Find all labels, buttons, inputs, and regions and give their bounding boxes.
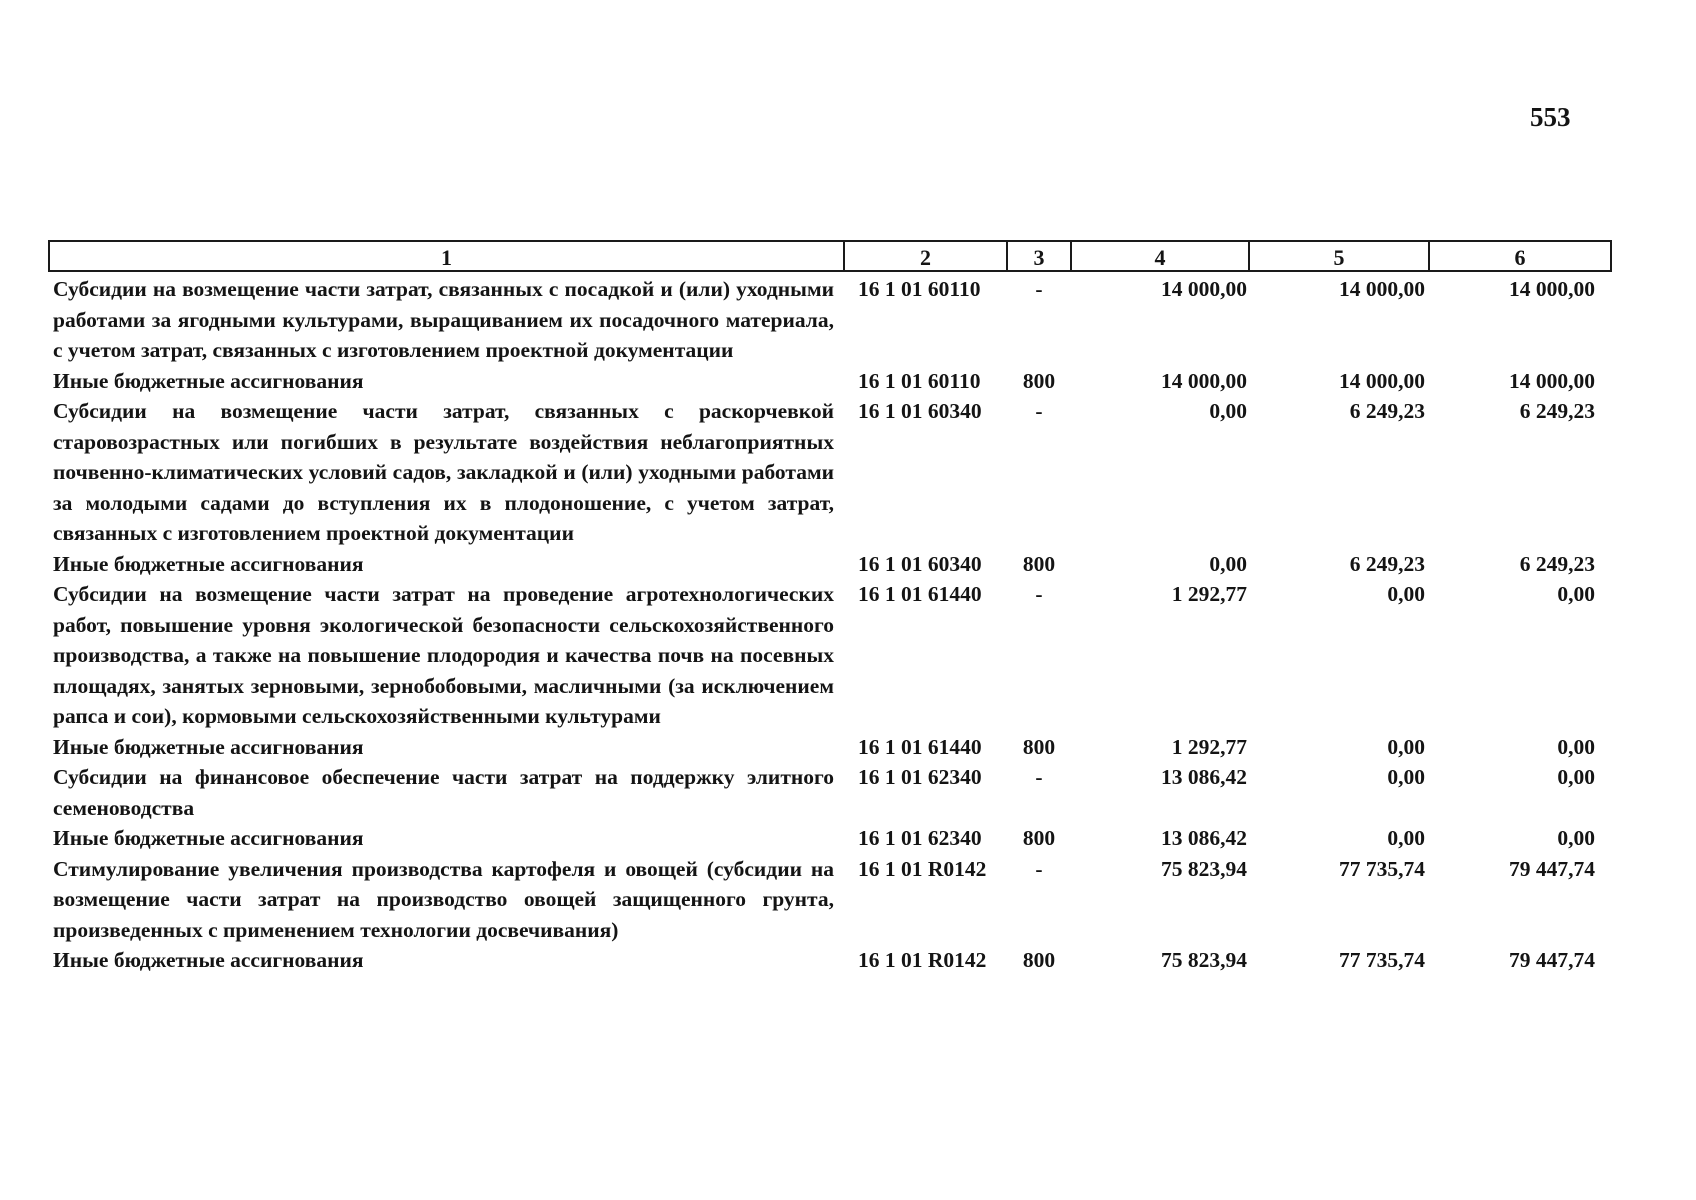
row-code: 16 1 01 60340 (858, 399, 982, 423)
row-description: Иные бюджетные ассигнования (53, 551, 364, 576)
table-row (49, 823, 1611, 854)
header-col-2: 2 (844, 241, 1007, 271)
row-description: Субсидии на возмещение части затрат на проведение агротехнологических работ, повышение уровня экологической безопасности сельскохозяйственного производства, а также на повышение плодородия и качества почв на посевных площадях, занятых зерновыми, зернобобовыми, масличными (за исключением рапса и сои), кормовыми сельскохозяйственными культурами (53, 582, 834, 728)
row-value-col4: 75 823,94 (1161, 948, 1247, 972)
row-value-col4: 13 086,42 (1161, 826, 1247, 850)
row-code: 16 1 01 61440 (858, 734, 982, 759)
row-value-col6: 0,00 (1557, 826, 1595, 850)
table-header (49, 241, 1611, 271)
row-value-col4: 75 823,94 (1161, 856, 1247, 881)
table-row (49, 732, 1611, 763)
row-value-col6: 0,00 (1557, 582, 1595, 606)
table-row (49, 854, 1611, 946)
table-row (49, 271, 1611, 366)
row-description: Иные бюджетные ассигнования (53, 826, 364, 850)
row-expense-type: - (1035, 277, 1043, 301)
row-expense-type: 800 (1022, 734, 1056, 759)
row-code: 16 1 01 60340 (858, 551, 982, 576)
row-value-col5: 0,00 (1387, 765, 1425, 789)
row-value-col6: 79 447,74 (1509, 856, 1595, 881)
row-value-col5: 6 249,23 (1349, 399, 1425, 423)
row-value-col4: 0,00 (1209, 399, 1247, 423)
row-code: 16 1 01 60110 (858, 368, 981, 393)
row-value-col4: 1 292,77 (1171, 582, 1247, 606)
row-value-col6: 0,00 (1557, 765, 1595, 789)
header-col-4: 4 (1071, 241, 1249, 271)
row-expense-type: 800 (1022, 826, 1056, 850)
row-description: Иные бюджетные ассигнования (53, 734, 364, 759)
row-code: 16 1 01 62340 (858, 765, 982, 789)
table-row (49, 945, 1611, 976)
row-code: 16 1 01 R0142 (858, 856, 987, 881)
row-expense-type: 800 (1022, 551, 1056, 576)
row-value-col6: 14 000,00 (1509, 368, 1595, 393)
row-value-col5: 0,00 (1387, 734, 1425, 759)
row-value-col6: 0,00 (1557, 734, 1595, 759)
header-row (49, 241, 1611, 271)
row-code: 16 1 01 R0142 (858, 948, 987, 972)
row-value-col4: 14 000,00 (1161, 368, 1247, 393)
table-row (49, 396, 1611, 549)
row-value-col6: 6 249,23 (1519, 399, 1595, 423)
row-value-col5: 14 000,00 (1339, 277, 1425, 301)
row-value-col5: 77 735,74 (1339, 856, 1425, 881)
header-col-3: 3 (1007, 241, 1071, 271)
row-value-col4: 1 292,77 (1171, 734, 1247, 759)
row-value-col5: 14 000,00 (1339, 368, 1425, 393)
table-row (49, 549, 1611, 580)
row-description: Субсидии на возмещение части затрат, связанных с раскорчевкой старовозрастных или погибших в результате воздействия неблагоприятных почвенно-климатических условий садов, закладкой и (или) уходными работами за молодыми садами до вступления их в плодоношение, с учетом затрат, связанных с изготовлением проектной документации (53, 399, 834, 545)
row-value-col4: 0,00 (1209, 551, 1247, 576)
row-code: 16 1 01 62340 (858, 826, 982, 850)
table-row (49, 366, 1611, 397)
row-description: Иные бюджетные ассигнования (53, 368, 364, 393)
header-col-6: 6 (1429, 241, 1611, 271)
table-row (49, 762, 1611, 823)
row-code: 16 1 01 61440 (858, 582, 982, 606)
row-expense-type: - (1035, 856, 1043, 881)
row-value-col4: 13 086,42 (1161, 765, 1247, 789)
row-expense-type: - (1035, 399, 1043, 423)
row-expense-type: - (1035, 765, 1043, 789)
row-expense-type: - (1035, 582, 1043, 606)
row-description: Субсидии на финансовое обеспечение части затрат на поддержку элитного семеноводства (53, 765, 834, 820)
row-expense-type: 800 (1022, 948, 1056, 972)
row-value-col4: 14 000,00 (1161, 277, 1247, 301)
budget-table (48, 240, 1612, 976)
row-value-col5: 0,00 (1387, 582, 1425, 606)
row-description: Иные бюджетные ассигнования (53, 948, 364, 972)
row-code: 16 1 01 60110 (858, 277, 981, 301)
table-body (49, 271, 1611, 976)
row-value-col5: 6 249,23 (1349, 551, 1425, 576)
row-value-col6: 6 249,23 (1519, 551, 1595, 576)
row-description: Субсидии на возмещение части затрат, связанных с посадкой и (или) уходными работами за ягодными культурами, выращиванием их посадочного материала, с учетом затрат, связанных с изготовлением проектной документации (53, 277, 834, 362)
row-expense-type: 800 (1022, 368, 1056, 393)
header-col-1: 1 (49, 241, 844, 271)
row-description: Стимулирование увеличения производства картофеля и овощей (субсидии на возмещение части затрат на производство овощей защищенного грунта, произведенных с применением технологии досвечивания) (53, 856, 834, 942)
row-value-col6: 14 000,00 (1509, 277, 1595, 301)
page-number: 553 (1530, 102, 1571, 132)
row-value-col5: 77 735,74 (1339, 948, 1425, 972)
header-col-5: 5 (1249, 241, 1429, 271)
row-value-col5: 0,00 (1387, 826, 1425, 850)
table-row (49, 579, 1611, 732)
row-value-col6: 79 447,74 (1509, 948, 1595, 972)
